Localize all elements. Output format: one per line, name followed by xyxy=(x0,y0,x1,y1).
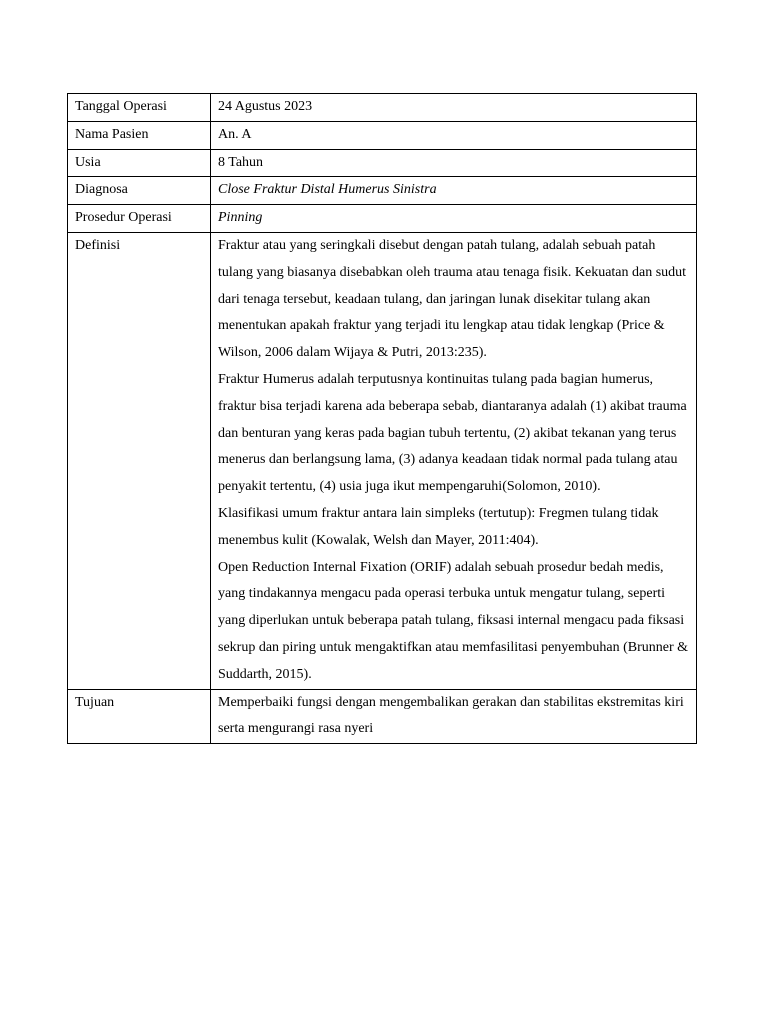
label-tanggal-operasi: Tanggal Operasi xyxy=(68,94,211,122)
label-usia: Usia xyxy=(68,149,211,177)
table-row-nama-pasien xyxy=(68,121,697,149)
label-prosedur-operasi: Prosedur Operasi xyxy=(68,205,211,233)
definisi-paragraph: Fraktur atau yang seringkali disebut dengan patah tulang, adalah sebuah patah tulang yang biasanya disebabkan oleh trauma atau tenaga fisik. Kekuatan dan sudut dari tenaga tersebut, keadaan tulang, dan jaringan lunak disekitar tulang akan menentukan apakah fraktur yang terjadi itu lengkap atau tidak lengkap (Price & Wilson, 2006 dalam Wijaya & Putri, 2013:235). xyxy=(218,237,687,361)
label-diagnosa: Diagnosa xyxy=(68,177,211,205)
label-definisi: Definisi xyxy=(68,232,211,689)
definisi-paragraph: Fraktur Humerus adalah terputusnya kontinuitas tulang pada bagian humerus, fraktur bisa terjadi karena ada beberapa sebab, diantaranya adalah (1) akibat trauma dan benturan yang keras pada bagian tubuh tertentu, (2) akibat tekanan yang terus menerus dan berlangsung lama, (3) adanya keadaan tidak normal pada tulang atau penyakit tertentu, (4) usia juga ikut mempengaruhi(Solomon, 2010). xyxy=(218,371,687,495)
table-row-tanggal-operasi xyxy=(68,94,697,122)
label-tujuan: Tujuan xyxy=(68,689,211,744)
value-tanggal-operasi: 24 Agustus 2023 xyxy=(211,94,697,122)
value-prosedur-operasi: Pinning xyxy=(211,205,697,233)
label-nama-pasien: Nama Pasien xyxy=(68,121,211,149)
definisi-paragraph: Klasifikasi umum fraktur antara lain simpleks (tertutup): Fregmen tulang tidak menembus kulit (Kowalak, Welsh dan Mayer, 2011:404). xyxy=(218,505,659,548)
table-row-tujuan xyxy=(68,689,697,744)
value-diagnosa: Close Fraktur Distal Humerus Sinistra xyxy=(211,177,697,205)
value-nama-pasien: An. A xyxy=(211,121,697,149)
value-usia: 8 Tahun xyxy=(211,149,697,177)
table-row-usia xyxy=(68,149,697,177)
table-row-diagnosa xyxy=(68,177,697,205)
value-tujuan: Memperbaiki fungsi dengan mengembalikan gerakan dan stabilitas ekstremitas kiri serta mengurangi rasa nyeri xyxy=(211,689,697,744)
surgery-info-table xyxy=(67,93,697,744)
table-row-prosedur-operasi xyxy=(68,205,697,233)
definisi-paragraph: Open Reduction Internal Fixation (ORIF) adalah sebuah prosedur bedah medis, yang tindakannya mengacu pada operasi terbuka untuk mengatur tulang, seperti yang diperlukan untuk beberapa patah tulang, fiksasi internal mengacu pada fiksasi sekrup dan piring untuk mengaktifkan atau memfasilitasi penyembuhan (Brunner & Suddarth, 2015). xyxy=(218,559,689,682)
value-definisi xyxy=(211,232,697,689)
table-row-definisi xyxy=(68,232,697,689)
